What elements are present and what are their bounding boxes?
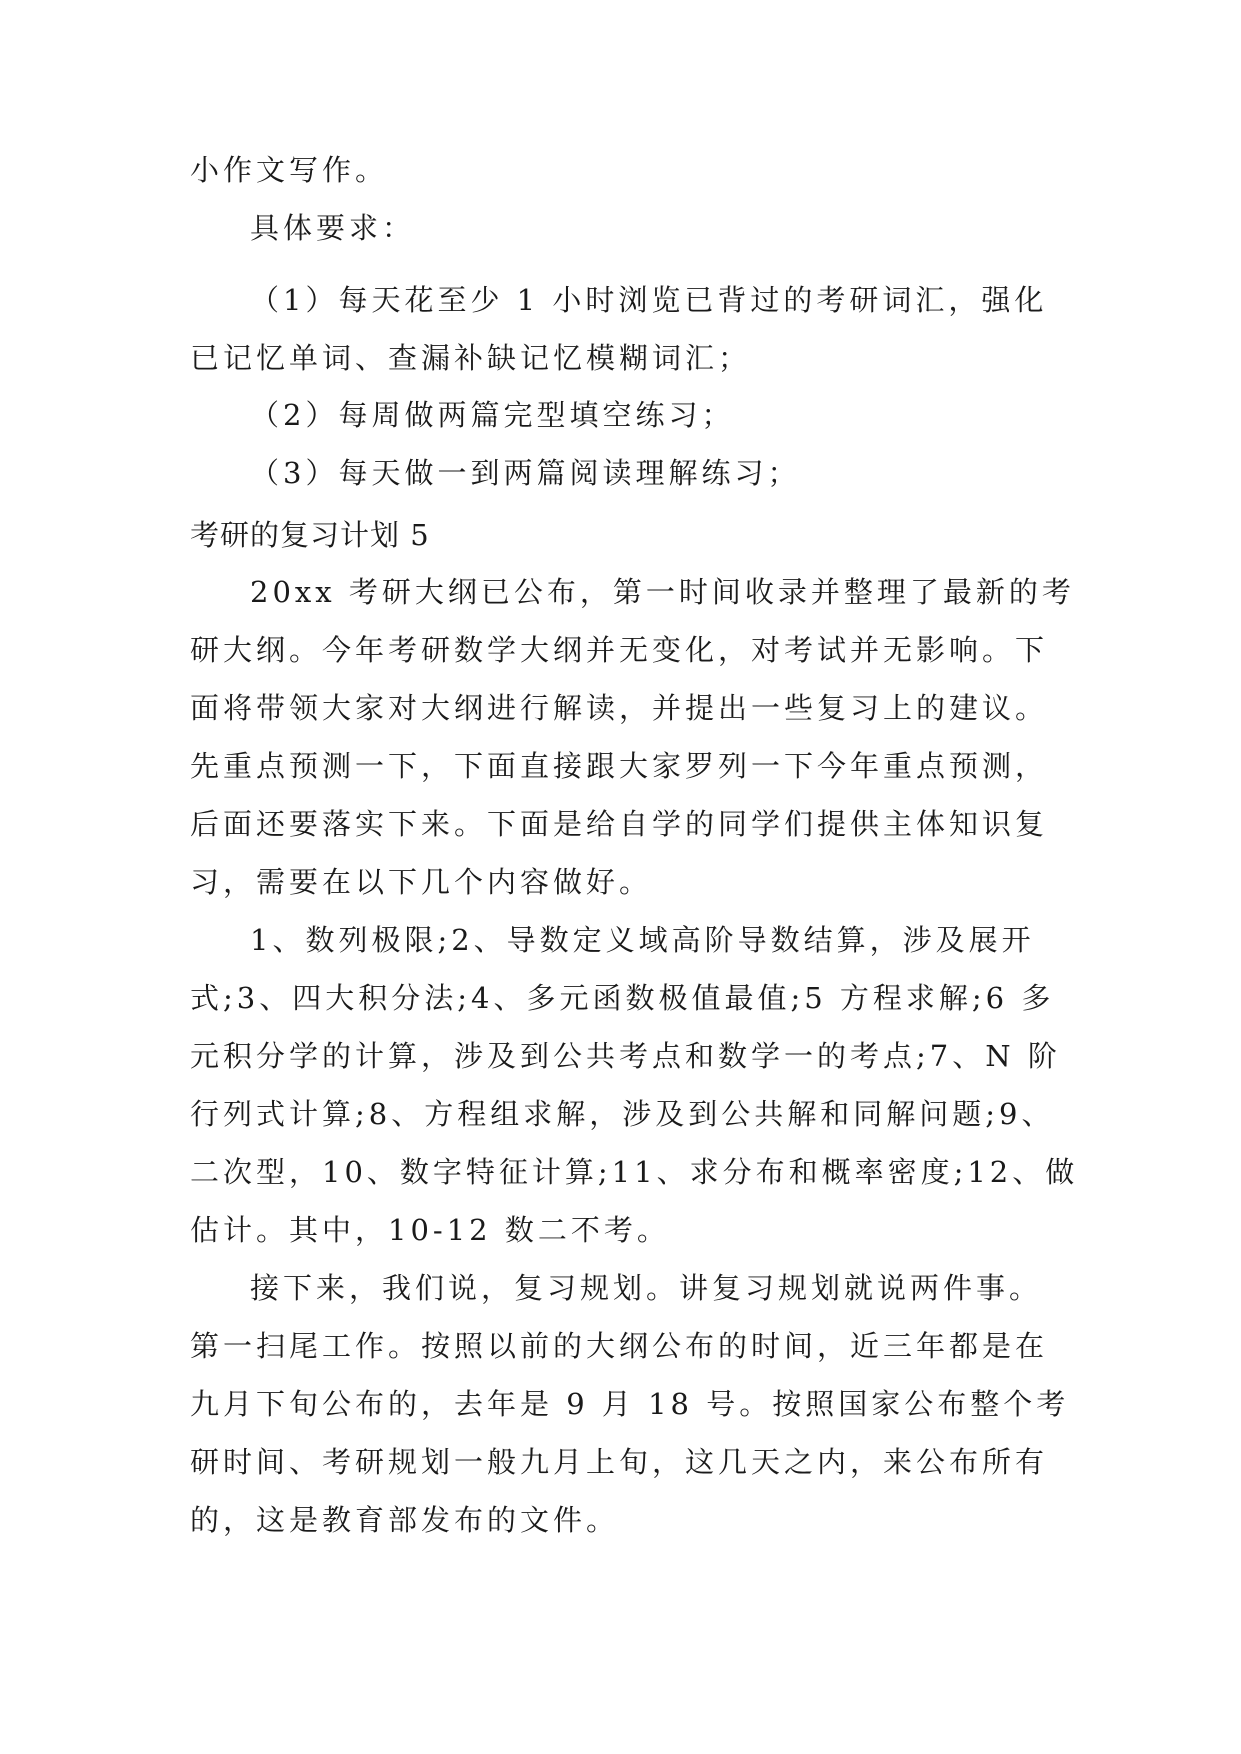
- text-line: 接下来，我们说，复习规划。讲复习规划就说两件事。: [250, 1271, 1043, 1305]
- text-line: 习，需要在以下几个内容做好。: [190, 865, 653, 899]
- text-line: 先重点预测一下，下面直接跟大家罗列一下今年重点预测，: [190, 749, 1049, 783]
- text-line: 行列式计算;8、方程组求解，涉及到公共解和同解问题;9、: [190, 1097, 1055, 1131]
- text-line: （1）每天花至少 1 小时浏览已背过的考研词汇，强化: [250, 283, 1048, 317]
- text-line: 1、数列极限;2、导数定义域高阶导数结算，涉及展开: [250, 923, 1035, 957]
- text-line: 小作文写作。: [190, 153, 389, 187]
- text-line: 后面还要落实下来。下面是给自学的同学们提供主体知识复: [190, 807, 1049, 841]
- text-line: 二次型，10、数字特征计算;11、求分布和概率密度;12、做: [190, 1155, 1079, 1189]
- text-line: 研大纲。今年考研数学大纲并无变化，对考试并无影响。下: [190, 633, 1049, 667]
- text-line: 已记忆单词、查漏补缺记忆模糊词汇；: [190, 341, 752, 375]
- section-heading: 考研的复习计划 5: [190, 518, 430, 552]
- text-line: 具体要求：: [250, 211, 416, 245]
- text-line: 元积分学的计算，涉及到公共考点和数学一的考点;7、N 阶: [190, 1039, 1061, 1073]
- text-line: 的，这是教育部发布的文件。: [190, 1503, 620, 1537]
- text-line: （3）每天做一到两篇阅读理解练习；: [250, 456, 801, 490]
- text-line: 九月下旬公布的，去年是 9 月 18 号。按照国家公布整个考: [190, 1387, 1070, 1421]
- text-line: 研时间、考研规划一般九月上旬，这几天之内，来公布所有: [190, 1445, 1049, 1479]
- text-line: 估计。其中，10-12 数二不考。: [190, 1213, 670, 1247]
- text-line: （2）每周做两篇完型填空练习；: [250, 398, 735, 432]
- text-line: 式;3、四大积分法;4、多元函数极值最值;5 方程求解;6 多: [190, 981, 1055, 1015]
- text-line: 面将带领大家对大纲进行解读，并提出一些复习上的建议。: [190, 691, 1049, 725]
- text-line: 第一扫尾工作。按照以前的大纲公布的时间，近三年都是在: [190, 1329, 1049, 1363]
- text-line: 20xx 考研大纲已公布，第一时间收录并整理了最新的考: [250, 575, 1075, 609]
